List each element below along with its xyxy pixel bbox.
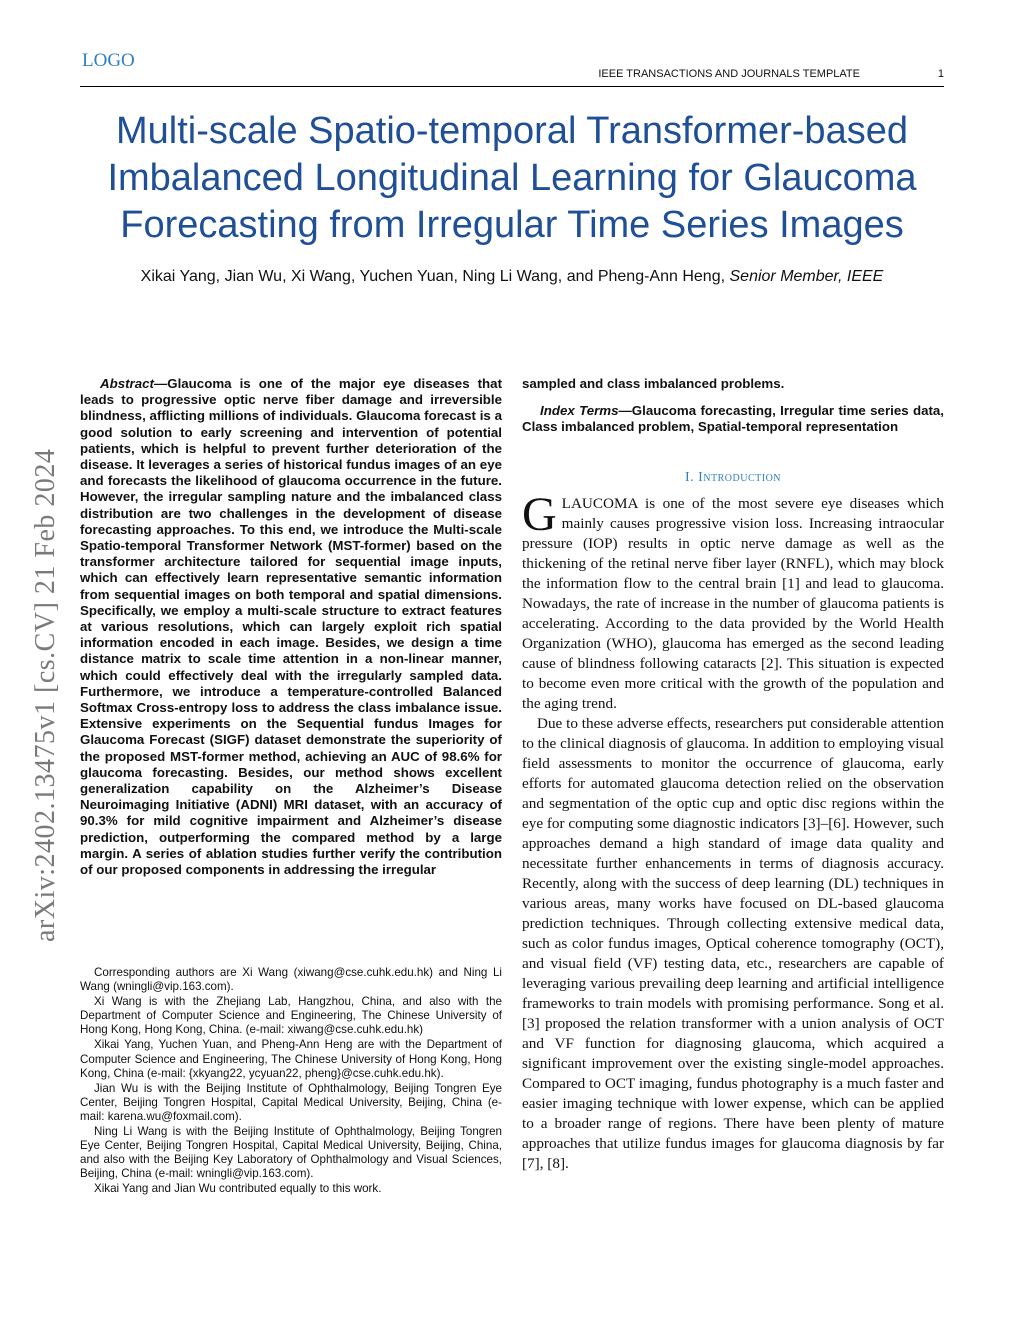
left-column — [80, 376, 502, 878]
right-column — [522, 376, 944, 1174]
index-terms — [522, 403, 944, 435]
intro-paragraph-1-text: LAUCOMA is one of the most severe eye diseases which mainly causes progressive vision loss. Increasing intraocular pressure (IOP) results in optic nerve damage as well as the thickening of the retinal nerve fiber layer (RNFL), which may block the information flow to the central brain [1] and lead to glaucoma. Nowadays, the rate of increase in the number of glaucoma patients is accelerating. According to the data provided by the World Health Organization (WHO), glaucoma has emerged as the second leading cause of blindness following cataracts [2]. This situation is expected to become even more critical with the growth of the population and the aging trend. — [522, 494, 944, 712]
abstract-continuation: sampled and class imbalanced problems. — [522, 376, 785, 391]
running-head — [80, 68, 944, 87]
footnotes — [80, 966, 502, 1198]
intro-paragraph-2: Due to these adverse effects, researchers put considerable attention to the clinical diagnosis of glaucoma. In addition to employing visual field assessments to monitor the occurrence of glaucoma, early efforts for automated glaucoma detection relied on the observation and segmentation of the optic cup and optic disc regions within the eye for computing some diagnostic indicators [3]–[6]. However, such approaches demand a high standard of image data quality and necessitate further enhancements in terms of diagnosis accuracy. Recently, along with the success of deep learning (DL) techniques in various areas, many works have focused on DL-based glaucoma prediction techniques. Through collecting extensive medical data, such as color fundus images, Optical coherence tomography (OCT), and visual field (VF) testing data, etc., researchers are capable of leveraging various prevailing deep learning and artificial intelligence frameworks to train models with promising performance. Song et al. [3] proposed the relation transformer with a union analysis of OCT and VF function for diagnosing glaucoma, which acquired a significant improvement over the existing single-model approaches. Compared to OCT imaging, fundus photography is a much faster and easier imaging technique with lower expense, which can be applied to a broader range of regions. There have been plenty of mature approaches that utilize fundus images for glaucoma diagnosis by far [7], [8]. — [522, 714, 944, 1172]
abstract-text: Glaucoma is one of the major eye diseases that leads to progressive optic nerve fiber damage and irreversible blindness, afflicting millions of individuals. Glaucoma forecast is a good solution to early screening and intervention of potential patients, which is helpful to prevent further deterioration of the disease. It leverages a series of historical fundus images of an eye and forecasts the likelihood of glaucoma occurrence in the future. However, the irregular sampling nature and the imbalanced class distribution are two challenges in the development of disease forecasting approaches. To this end, we introduce the Multi-scale Spatio-temporal Transformer Network (MST-former) based on the transformer architecture tailored for sequential image inputs, which can effectively learn representative semantic information from sequential images on both temporal and spatial dimensions. Specifically, we employ a multi-scale structure to extract features at various resolutions, which can largely exploit rich spatial information encoded in each image. Besides, we design a time distance matrix to scale time attention in a non-linear manner, which could effectively deal with the irregularly sampled data. Furthermore, we introduce a temperature-controlled Balanced Softmax Cross-entropy loss to address the class imbalance issue. Extensive experiments on the Sequential fundus Images for Glaucoma Forecast (SIGF) dataset demonstrate the superiority of the proposed MST-former method, achieving an AUC of 98.6% for glaucoma forecasting. Besides, our method shows excellent generalization capability on the Alzheimer’s Disease Neuroimaging Initiative (ADNI) MRI dataset, with an accuracy of 90.3% for mild cognitive impairment and Alzheimer’s disease prediction, outperforming the compared method by a large margin. A series of ablation studies further verify the contribution of our proposed components in addressing the irregular — [80, 376, 502, 878]
footnote-corresponding: Corresponding authors are Xi Wang (xiwang@cse.cuhk.edu.hk) and Ning Li Wang (wningli@vip.163.com). — [80, 966, 502, 994]
section-title: Introduction — [698, 469, 782, 485]
section-number: I. — [684, 469, 695, 485]
page-number: 1 — [937, 68, 944, 80]
journal-logo: LOGO — [82, 50, 135, 71]
abstract — [80, 376, 502, 878]
author-membership: Senior Member, IEEE — [729, 268, 884, 285]
author-names: Xikai Yang, Jian Wu, Xi Wang, Yuchen Yuan, Ning Li Wang, and Pheng-Ann Heng, — [140, 268, 726, 285]
intro-paragraph-1 — [522, 487, 944, 714]
arxiv-identifier: arXiv:2402.13475v1 [cs.CV] 21 Feb 2024 — [30, 448, 61, 942]
author-list — [60, 268, 964, 286]
footnote-affiliation: Jian Wu is with the Beijing Institute of Ophthalmology, Beijing Tongren Eye Center, Beijing Tongren Hospital, Capital Medical University, Beijing, China (e-mail: karena.wu@foxmail.com). — [80, 1081, 502, 1123]
abstract-lead: Abstract— — [100, 376, 168, 391]
index-terms-text: Glaucoma forecasting, Irregular time series data, Class imbalanced problem, Spatial-temporal representation — [522, 403, 944, 435]
drop-cap: G — [522, 487, 557, 541]
section-heading-introduction — [522, 470, 944, 486]
paper-title: Multi-scale Spatio-temporal Transformer-based Imbalanced Longitudinal Learning for Glaucoma Forecasting from Irregular Time Series Images — [107, 110, 917, 246]
footnote-affiliation: Xi Wang is with the Zhejiang Lab, Hangzhou, China, and also with the Department of Computer Science and Engineering, The Chinese University of Hong Kong, Hong Kong, China. (e-mail: xiwang@cse.cuhk.edu.hk) — [80, 995, 502, 1037]
footnote-affiliation: Ning Li Wang is with the Beijing Institute of Ophthalmology, Beijing Tongren Eye Center, Beijing Tongren Hospital, Capital Medical University, Beijing, China, and also with the Beijing Key Laboratory of Ophthalmology and Visual Sciences, Beijing, China (e-mail: wningli@vip.163.com). — [80, 1125, 502, 1181]
footnote-affiliation: Xikai Yang, Yuchen Yuan, and Pheng-Ann Heng are with the Department of Computer Science and Engineering, The Chinese University of Hong Kong, Hong Kong, China (e-mail: {xkyang22, ycyuan22, pheng}@cse.cuhk.edu.hk). — [80, 1038, 502, 1080]
index-terms-lead: Index Terms— — [540, 403, 632, 419]
footnote-equal-contribution: Xikai Yang and Jian Wu contributed equally to this work. — [94, 1182, 382, 1196]
journal-template-label: IEEE TRANSACTIONS AND JOURNALS TEMPLATE — [598, 68, 860, 80]
